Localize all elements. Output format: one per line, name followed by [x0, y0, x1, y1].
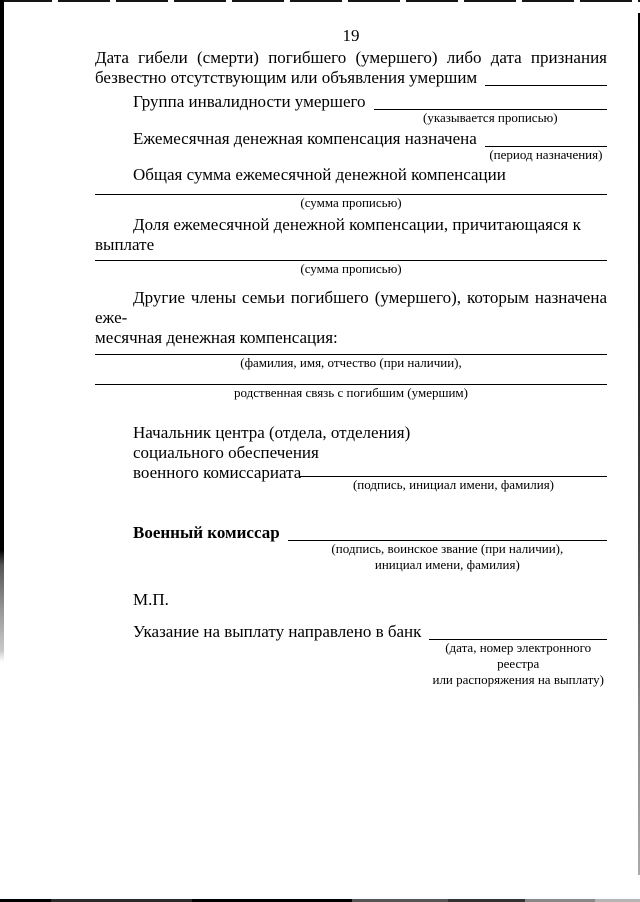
death-date-blank-line — [485, 68, 607, 86]
total-sum-blank-line — [95, 185, 607, 195]
commissar-signature-caption-line1: (подпись, воинское звание (при наличии), — [331, 541, 564, 556]
commissar-signature-field — [288, 523, 607, 573]
disability-group-field — [374, 92, 607, 126]
commissar-signature-caption-line2: инициал имени, фамилия) — [374, 557, 520, 572]
compensation-assigned-caption: (период назначения) — [489, 147, 603, 162]
chief-signature-caption: (подпись, инициал имени, фамилия) — [352, 477, 555, 492]
chief-title-line1: Начальник центра (отдела, отделения) — [133, 423, 411, 442]
commissar-signature-block — [95, 523, 607, 573]
bank-payment-caption-line1: (дата, номер электронного реестра — [445, 640, 592, 671]
chief-signature-block — [95, 423, 607, 492]
compensation-assigned-label: Ежемесячная денежная компенсация назначена — [133, 129, 477, 148]
other-family-relation-blank-line — [95, 371, 607, 385]
bank-payment-label: Указание на выплату направлено в банк — [133, 622, 422, 641]
form-content — [95, 20, 607, 688]
share-payable-label: Доля ежемесячной денежной компенсации, причитающаяся к выплате — [95, 215, 581, 254]
other-family-text-line2: месячная денежная компенсация: — [95, 328, 338, 347]
page-edge-top — [0, 0, 640, 2]
disability-group-label: Группа инвалидности умершего — [133, 92, 366, 111]
page-number: 19 — [342, 26, 360, 45]
commissar-label: Военный комиссар — [133, 523, 280, 542]
share-payable-caption: (сумма прописью) — [300, 261, 402, 276]
chief-title-line2: социального обеспечения — [133, 443, 319, 462]
commissar-signature-blank-line — [288, 523, 607, 541]
compensation-assigned-row — [95, 129, 607, 163]
total-sum-label: Общая сумма ежемесячной денежной компенсации — [133, 165, 506, 184]
stamp-placeholder: М.П. — [133, 590, 169, 609]
disability-group-caption: (указывается прописью) — [423, 110, 558, 125]
other-family-name-caption: (фамилия, имя, отчество (при наличии), — [240, 355, 462, 370]
chief-signature-field — [300, 457, 607, 493]
bank-payment-row — [95, 622, 607, 688]
death-date-text-line1: Дата гибели (смерти) погибшего (умершего) либо дата признания — [95, 48, 607, 67]
total-sum-caption: (сумма прописью) — [300, 195, 402, 210]
other-family-relation-caption: родственная связь с погибшим (умершим) — [234, 385, 468, 400]
bank-payment-blank-line — [429, 622, 607, 640]
compensation-assigned-field — [485, 129, 607, 163]
chief-signature-title — [133, 423, 411, 483]
bank-payment-caption-line2: или распоряжения на выплату) — [432, 672, 604, 687]
death-date-text-line2: безвестно отсутствующим или объявления умершим — [95, 68, 478, 87]
other-family-name-blank-line — [95, 348, 607, 355]
compensation-assigned-blank-line — [485, 129, 607, 147]
chief-signature-blank-line — [300, 457, 607, 477]
other-family-text-line1: Другие члены семьи погибшего (умершего), которым назначена еже- — [95, 288, 607, 327]
death-date-row — [95, 68, 607, 88]
page-edge-left — [0, 0, 4, 662]
disability-group-row — [95, 92, 607, 126]
chief-title-line3: военного комиссариата — [133, 463, 302, 482]
bank-payment-field — [429, 622, 607, 688]
disability-group-blank-line — [374, 92, 607, 110]
